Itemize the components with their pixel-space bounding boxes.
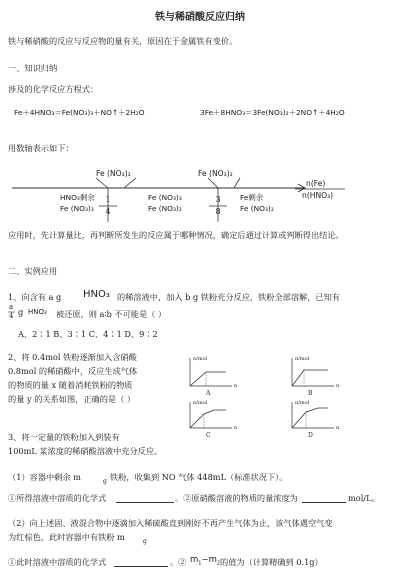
q1-frac-hno3: HNO₃: [28, 308, 47, 316]
q1-question-tail: 被还原，则 a∶b 不可能是（ ）: [56, 309, 167, 319]
graph-a-ylabel: n/mol: [193, 356, 208, 362]
graph-b-ylabel: n/mol: [295, 356, 310, 362]
q1-frac-4: 4: [9, 312, 14, 320]
graph-a-xlabel: n: [234, 383, 238, 389]
equation-2: 3Fe＋8HNO₃＝3Fe(NO₃)₂＋2NO↑＋4H₂O: [200, 108, 345, 117]
q2-line1: 2、将 0.4mol 铁粉逐渐加入含硝酸: [8, 352, 137, 362]
region3-line1: Fe剩余: [240, 193, 264, 202]
mass-difference-formula: $m_1-m_2$: [190, 555, 221, 567]
graph-d-ylabel: n/mol: [295, 400, 310, 406]
region2-line1: Fe (NO₃)₃: [148, 193, 182, 202]
region1-line2: Fe (NO₃)₃: [60, 204, 94, 213]
q3-part1-unit: mol/L。: [348, 493, 380, 503]
q2-line3: 的物质的量 x 随着消耗铁粉的物质: [8, 380, 133, 390]
graph-b-label: B: [308, 390, 313, 397]
intro-text: 铁与稀硝酸的反应与反应物的量有关，原因在于金属铁有变价。: [8, 36, 238, 46]
region3-line2: Fe (NO₃)₂: [240, 204, 274, 213]
region1-line1: HNO₃剩余: [60, 193, 95, 202]
ratio-denominator: n(HNO₃): [302, 191, 334, 200]
ratio-numerator: n(Fe): [306, 179, 326, 188]
number-axis-label: 用数轴表示如下：: [8, 143, 74, 153]
fraction-1-denominator: 4: [105, 207, 111, 216]
fraction-2-numerator: 3: [215, 195, 221, 204]
q3-part1-conc-label: 。②原硝酸溶液的物质的量浓度为: [175, 493, 298, 503]
q1-frac-a: a: [9, 303, 14, 311]
q1-text-end: 的稀溶液中，加入 b g 铁粉充分反应，铁粉全部溶解，已知有: [117, 292, 340, 302]
q3-part2-sub: g: [143, 538, 147, 545]
q3-part1-sub: g: [103, 478, 107, 485]
q1-frac-g: g: [18, 307, 24, 317]
graph-d-xlabel: n: [336, 425, 340, 431]
q3-part2-line1: （2）向上述固、液混合物中逐滴加入稀硫酸直到刚好不再产生气体为止，该气体遇空气变: [8, 518, 333, 528]
graph-a-label: A: [206, 390, 211, 397]
solute-answer-blank-2[interactable]: [114, 566, 168, 567]
concentration-answer-blank[interactable]: [302, 502, 346, 503]
q1-hno3: HNO₃: [83, 289, 110, 300]
section1-heading: 一、知识归纳: [8, 63, 58, 73]
q2-line2: 0.8mol 的稀硝酸中，反应生成气体: [8, 366, 138, 376]
q2-line4: 的量 y 的关系如图，正确的是（ ）: [8, 394, 136, 404]
section2-heading: 二、实例应用: [8, 266, 58, 276]
q3-part2-solute-label: ①此时溶液中溶质的化学式: [8, 557, 107, 567]
q3-line1: 3、将一定量的铁粉加入到装有: [8, 432, 120, 442]
solute-answer-blank-1[interactable]: [116, 502, 174, 503]
q3-part1-start: （1）容器中剩余 m: [8, 472, 81, 482]
axis-top-label-2: Fe (NO₃)₂: [198, 169, 233, 178]
q3-part2-mass-tail: 的值为（计算精确到 0.1g）: [220, 557, 323, 567]
q3-part1-solute-label: ①所得溶液中溶质的化学式: [8, 493, 107, 503]
graph-c-label: C: [206, 432, 211, 439]
q1-options: A、2∶1 B、3∶1 C、4∶1 D、9∶2: [18, 329, 158, 339]
page-title: 铁与稀硝酸反应归纳: [155, 12, 245, 23]
fraction-1-numerator: 1: [105, 195, 111, 204]
application-note: 应用时，先计算量比，再判断所发生的反应属于哪种情况，确定后通过计算或判断得出结论。: [8, 230, 344, 240]
q1-text-start: 1、向含有 a g: [8, 292, 62, 302]
fraction-2-denominator: 8: [215, 207, 221, 216]
q3-part2-mass-label: 。②: [170, 557, 187, 567]
region2-line2: Fe (NO₃)₂: [148, 204, 182, 213]
graph-d-label: D: [308, 432, 313, 439]
q3-line2: 100mL 某浓度的稀硝酸溶液中充分反应。: [8, 446, 163, 456]
equation-1: Fe＋4HNO₃＝Fe(NO₃)₃＋NO↑＋2H₂O: [14, 108, 145, 117]
q3-part2-line2: 为红棕色，此时容器中有铁粉 m: [8, 532, 125, 542]
graph-b-xlabel: n: [336, 383, 340, 389]
axis-top-label-1: Fe (NO₃)₃: [96, 169, 131, 178]
equations-label: 涉及的化学反应方程式：: [8, 84, 99, 94]
graph-c-ylabel: n/mol: [193, 400, 208, 406]
q3-part1-end: 铁粉，收集到 NO 气体 448mL（标准状况下）。: [110, 472, 288, 482]
graph-c-xlabel: n: [234, 425, 238, 431]
